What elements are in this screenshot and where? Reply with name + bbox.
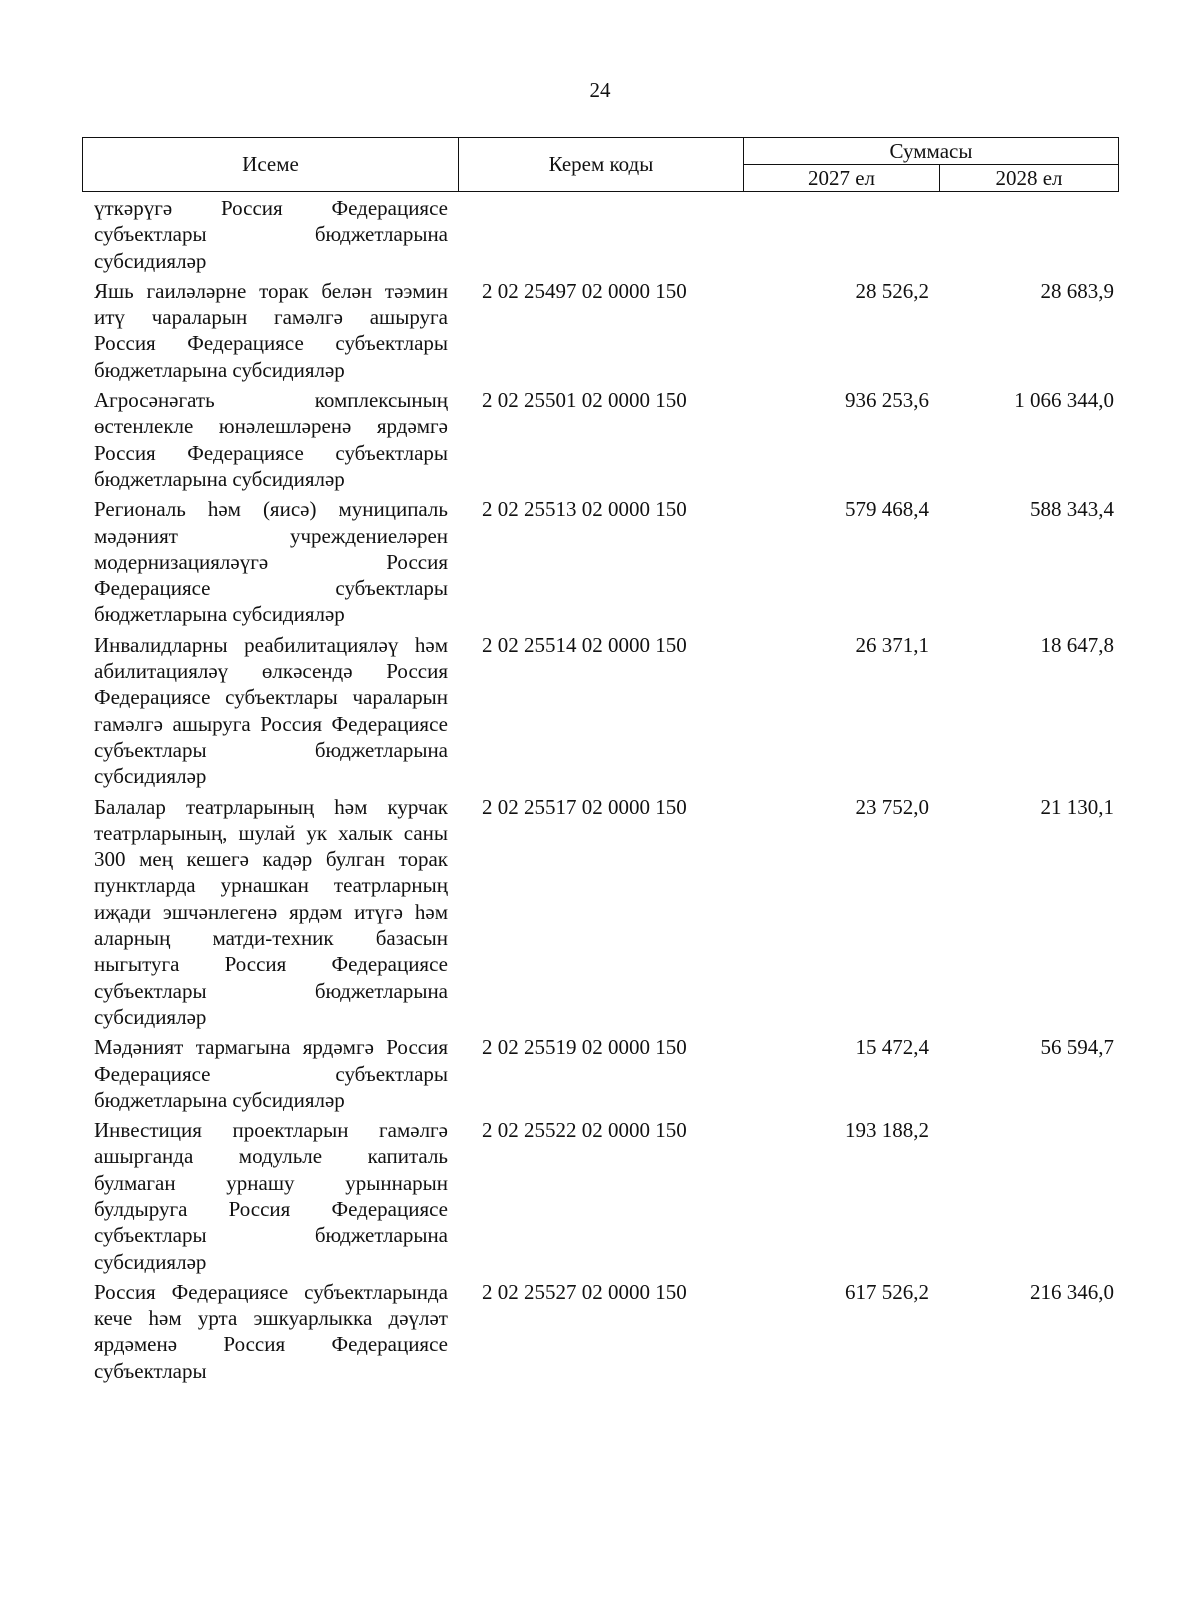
header-code-column: Керем коды [459, 138, 744, 191]
table-body [0, 195, 1200, 1388]
row-amount-2027: 23 752,0 [855, 794, 929, 819]
row-amount-2027: 15 472,4 [855, 1035, 929, 1060]
row-amount-2028: 21 130,1 [1040, 794, 1114, 819]
table-row [0, 1279, 1200, 1384]
row-amount-2027: 579 468,4 [845, 497, 929, 522]
page-number: 24 [589, 78, 611, 102]
table-row [0, 387, 1200, 492]
row-code: 2 02 25514 02 0000 150 [482, 632, 687, 657]
table-row [0, 278, 1200, 383]
row-name: Мәдәният тармагына ярдәмгә Россия Федерациясе субъектлары бюджетларына субсидияләр [94, 1035, 448, 1112]
table-row [0, 1034, 1200, 1113]
row-code: 2 02 25517 02 0000 150 [482, 794, 687, 819]
table-row [0, 1117, 1200, 1275]
row-code: 2 02 25522 02 0000 150 [482, 1118, 687, 1143]
row-code: 2 02 25527 02 0000 150 [482, 1279, 687, 1304]
header-sums-column: Суммасы [744, 138, 1118, 165]
header-year-2027: 2027 ел [744, 165, 940, 191]
table-row [0, 794, 1200, 1031]
table-header [82, 137, 1119, 192]
row-amount-2027: 28 526,2 [855, 278, 929, 303]
row-amount-2028: 216 346,0 [1030, 1279, 1114, 1304]
table-row [0, 496, 1200, 627]
row-amount-2028: 1 066 344,0 [1014, 388, 1114, 413]
table-row [0, 632, 1200, 790]
row-amount-2027: 193 188,2 [845, 1118, 929, 1143]
row-code: 2 02 25501 02 0000 150 [482, 388, 687, 413]
row-name: үткәрүгә Россия Федерациясе субъектлары бюджетларына субсидияләр [94, 196, 448, 273]
row-name: Россия Федерациясе субъектларында кече һәм урта эшкуарлыкка дәүләт ярдәменә Россия Федерациясе субъектлары [94, 1279, 448, 1383]
row-name: Инвалидларны реабилитацияләү һәм абилитацияләү өлкәсендә Россия Федерациясе субъектлары чараларын гамәлгә ашыруга Россия Федерациясе субъектлары бюджетларына субсидияләр [94, 632, 448, 789]
header-name-column: Исеме [83, 138, 459, 191]
row-code: 2 02 25497 02 0000 150 [482, 278, 687, 303]
row-amount-2027: 617 526,2 [845, 1279, 929, 1304]
row-amount-2028: 588 343,4 [1030, 497, 1114, 522]
row-name: Инвестиция проектларын гамәлгә ашырганда модульле капиталь булмаган урнашу урыннарын булдыруга Россия Федерациясе субъектлары бюджетларына субсидияләр [94, 1118, 448, 1274]
row-code: 2 02 25513 02 0000 150 [482, 497, 687, 522]
row-name: Яшь гаиләләрне торак белән тәэмин итү чараларын гамәлгә ашыруга Россия Федерациясе субъектлары бюджетларына субсидияләр [94, 278, 448, 382]
row-name: Агросәнәгать комплексының өстенлекле юнәлешләренә ярдәмгә Россия Федерациясе субъектлары бюджетларына субсидияләр [94, 388, 448, 491]
row-amount-2028: 28 683,9 [1040, 278, 1114, 303]
row-name: Региональ һәм (яисә) муниципаль мәдәният учреждениеләрен модернизацияләүгә Россия Федерациясе субъектлары бюджетларына субсидияләр [94, 497, 448, 627]
header-year-2028: 2028 ел [995, 165, 1063, 190]
row-code: 2 02 25519 02 0000 150 [482, 1035, 687, 1060]
row-name: Балалар театрларының һәм курчак театрларының, шулай ук халык саны 300 мең кешегә кадәр булган торак пунктларда урнашкан театрларның иҗади эшчәнлегенә ярдәм итүгә һәм аларның матди-техник базасын ныгытуга Россия Федерациясе субъектлары бюджетларына субсидияләр [94, 794, 448, 1029]
row-amount-2027: 936 253,6 [845, 388, 929, 413]
row-amount-2028: 56 594,7 [1040, 1035, 1114, 1060]
table-row [0, 195, 1200, 274]
row-amount-2027: 26 371,1 [855, 632, 929, 657]
row-amount-2028: 18 647,8 [1040, 632, 1114, 657]
